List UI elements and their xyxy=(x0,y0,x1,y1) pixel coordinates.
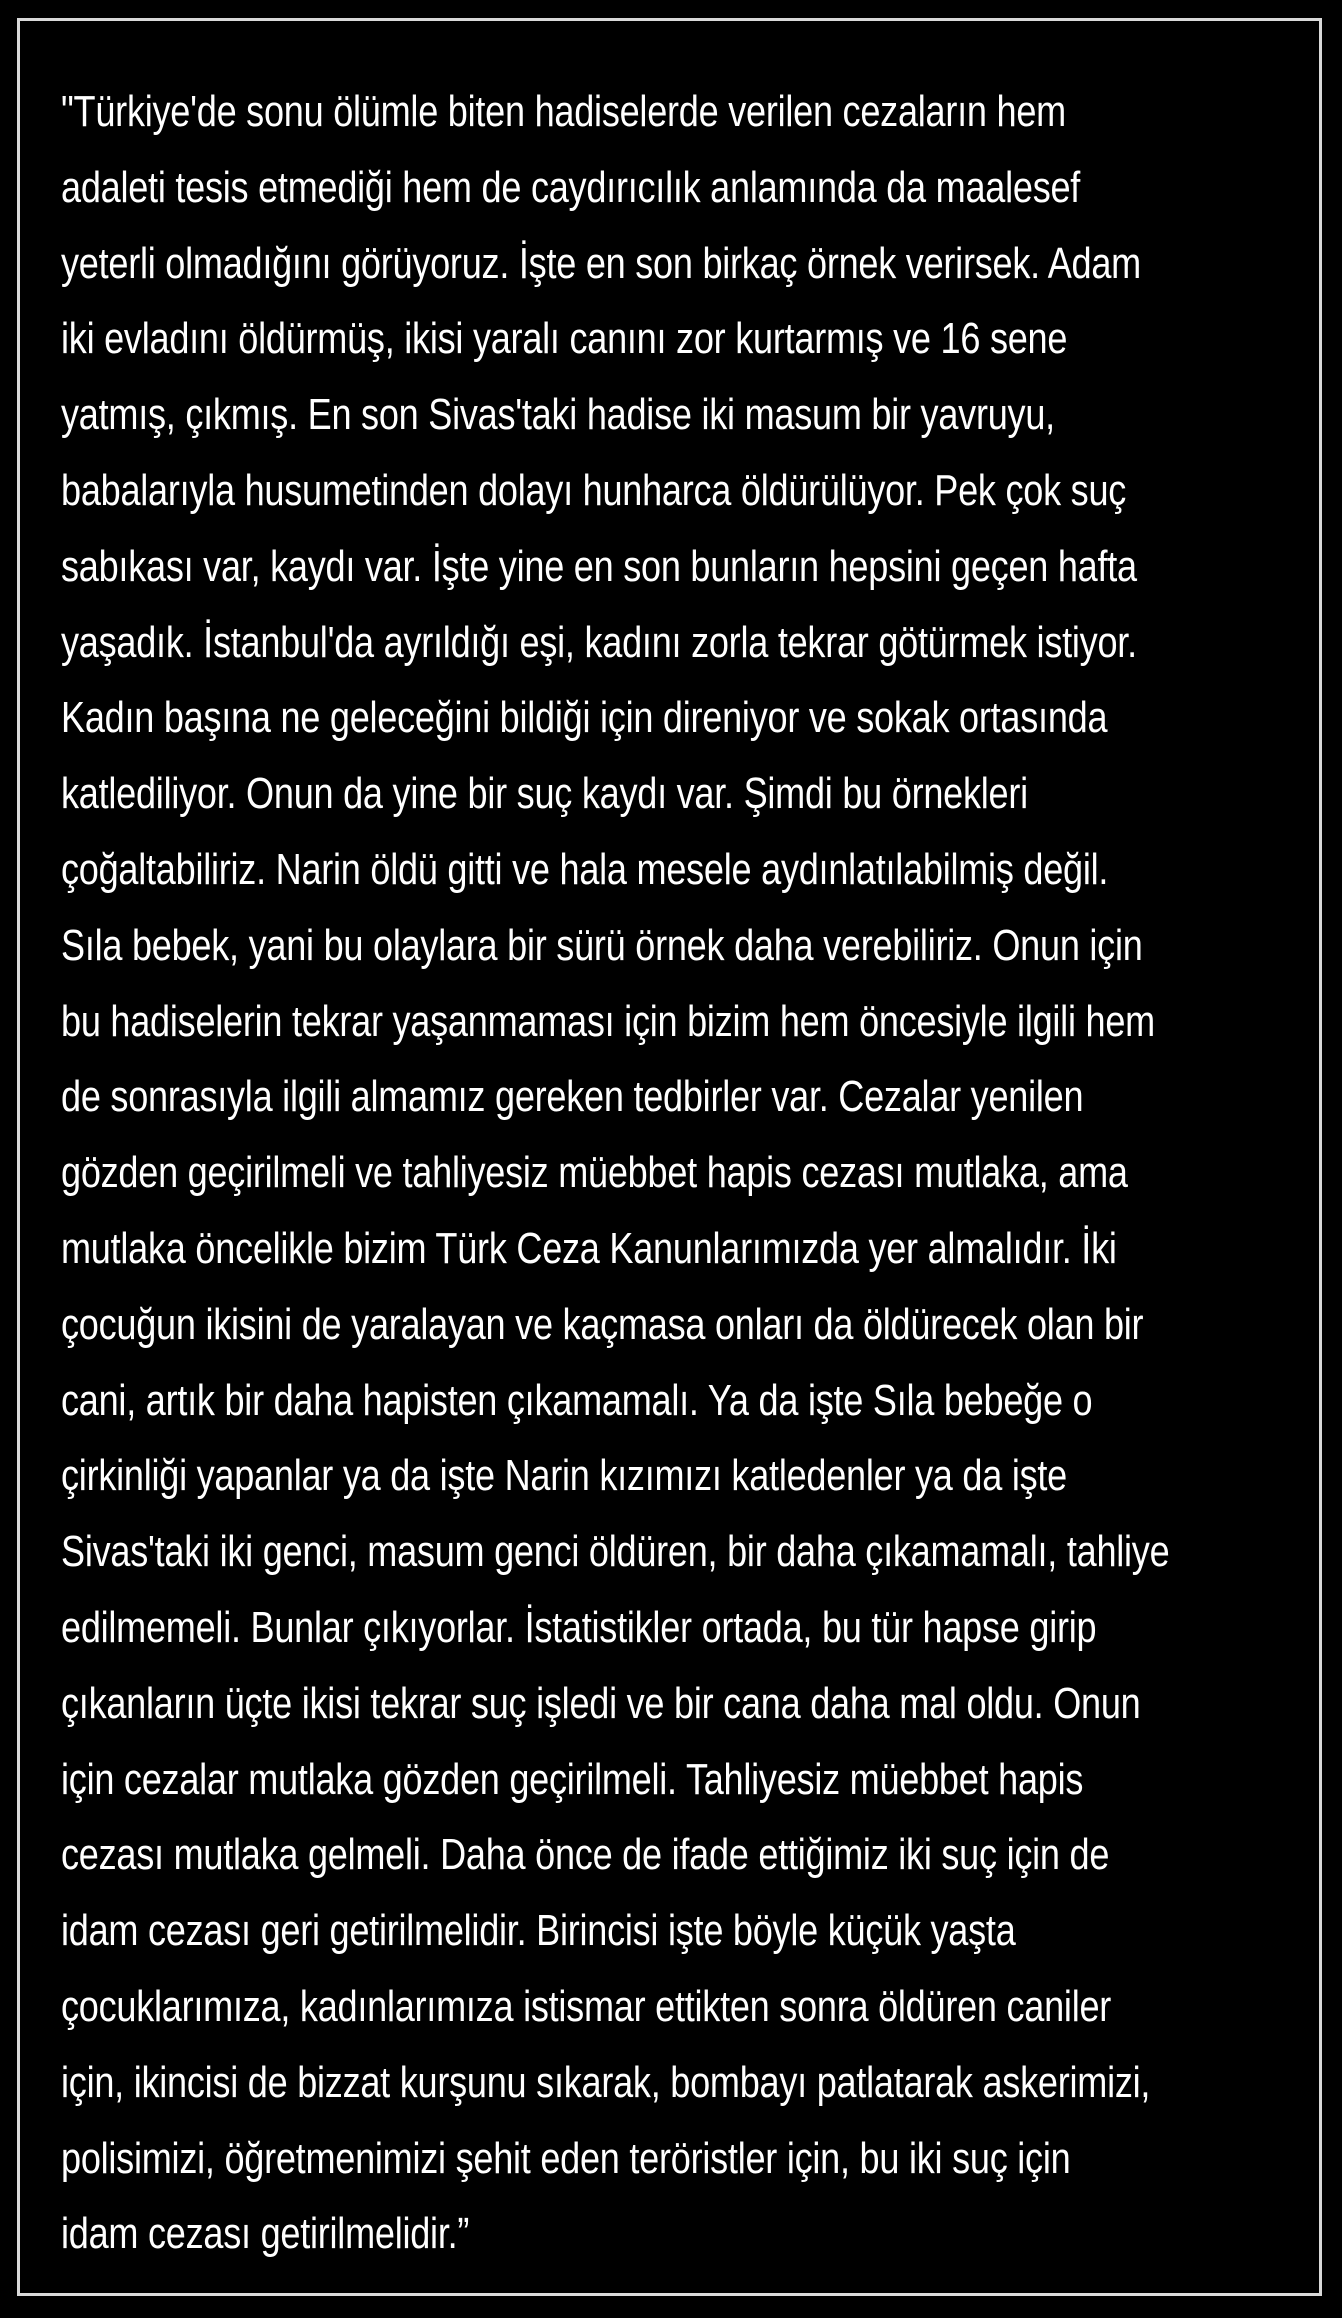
quote-text: "Türkiye'de sonu ölümle biten hadiselerde verilen cezaların hem adaleti tesis etmediği hem de caydırıcılık anlamında da maalesef yeterli olmadığını görüyoruz. İşte en son birkaç örnek verirsek. Adam iki evladını öldürmüş, ikisi yaralı canını zor kurtarmış ve 16 sene yatmış, çıkmış. En son Sivas'taki hadise iki masum bir yavruyu, babalarıyla husumetinden dolayı hunharca öldürülüyor. Pek çok suç sabıkası var, kaydı var. İşte yine en son bunların hepsini geçen hafta yaşadık. İstanbul'da ayrıldığı eşi, kadını zorla tekrar götürmek istiyor. Kadın başına ne geleceğini bildiği için direniyor ve sokak ortasında katlediliyor. Onun da yine bir suç kaydı var. Şimdi bu örnekleri çoğaltabiliriz. Narin öldü gitti ve hala mesele aydınlatılabilmiş değil. Sıla bebek, yani bu olaylara bir sürü örnek daha verebiliriz. Onun için bu hadiselerin tekrar yaşanmaması için bizim hem öncesiyle ilgili hem de sonrasıyla ilgili almamız gereken tedbirler var. Cezalar yenilen gözden geçirilmeli ve tahliyesiz müebbet hapis cezası mutlaka, ama mutlaka öncelikle bizim Türk Ceza Kanunlarımızda yer almalıdır. İki çocuğun ikisini de yaralayan ve kaçmasa onları da öldürecek olan bir cani, artık bir daha hapisten çıkamamalı. Ya da işte Sıla bebeğe o çirkinliği yapanlar ya da işte Narin kızımızı katledenler ya da işte Sivas'taki iki genci, masum genci öldüren, bir daha çıkamamalı, tahliye edilmemeli. Bunlar çıkıyorlar. İstatistikler ortada, bu tür hapse girip çıkanların üçte ikisi tekrar suç işledi ve bir cana daha mal oldu. Onun için cezalar mutlaka gözden geçirilmeli. Tahliyesiz müebbet hapis cezası mutlaka gelmeli. Daha önce de ifade ettiğimiz iki suç için de idam cezası geri getirilmelidir. Birincisi işte böyle küçük yaşta çocuklarımıza, kadınlarımıza istismar ettikten sonra öldüren caniler için, ikincisi de bizzat kurşunu sıkarak, bombayı patlatarak askerimizi, polisimizi, öğretmenimizi şehit eden teröristler için, bu iki suç için idam cezası getirilmelidir.” xyxy=(61,87,1170,2259)
